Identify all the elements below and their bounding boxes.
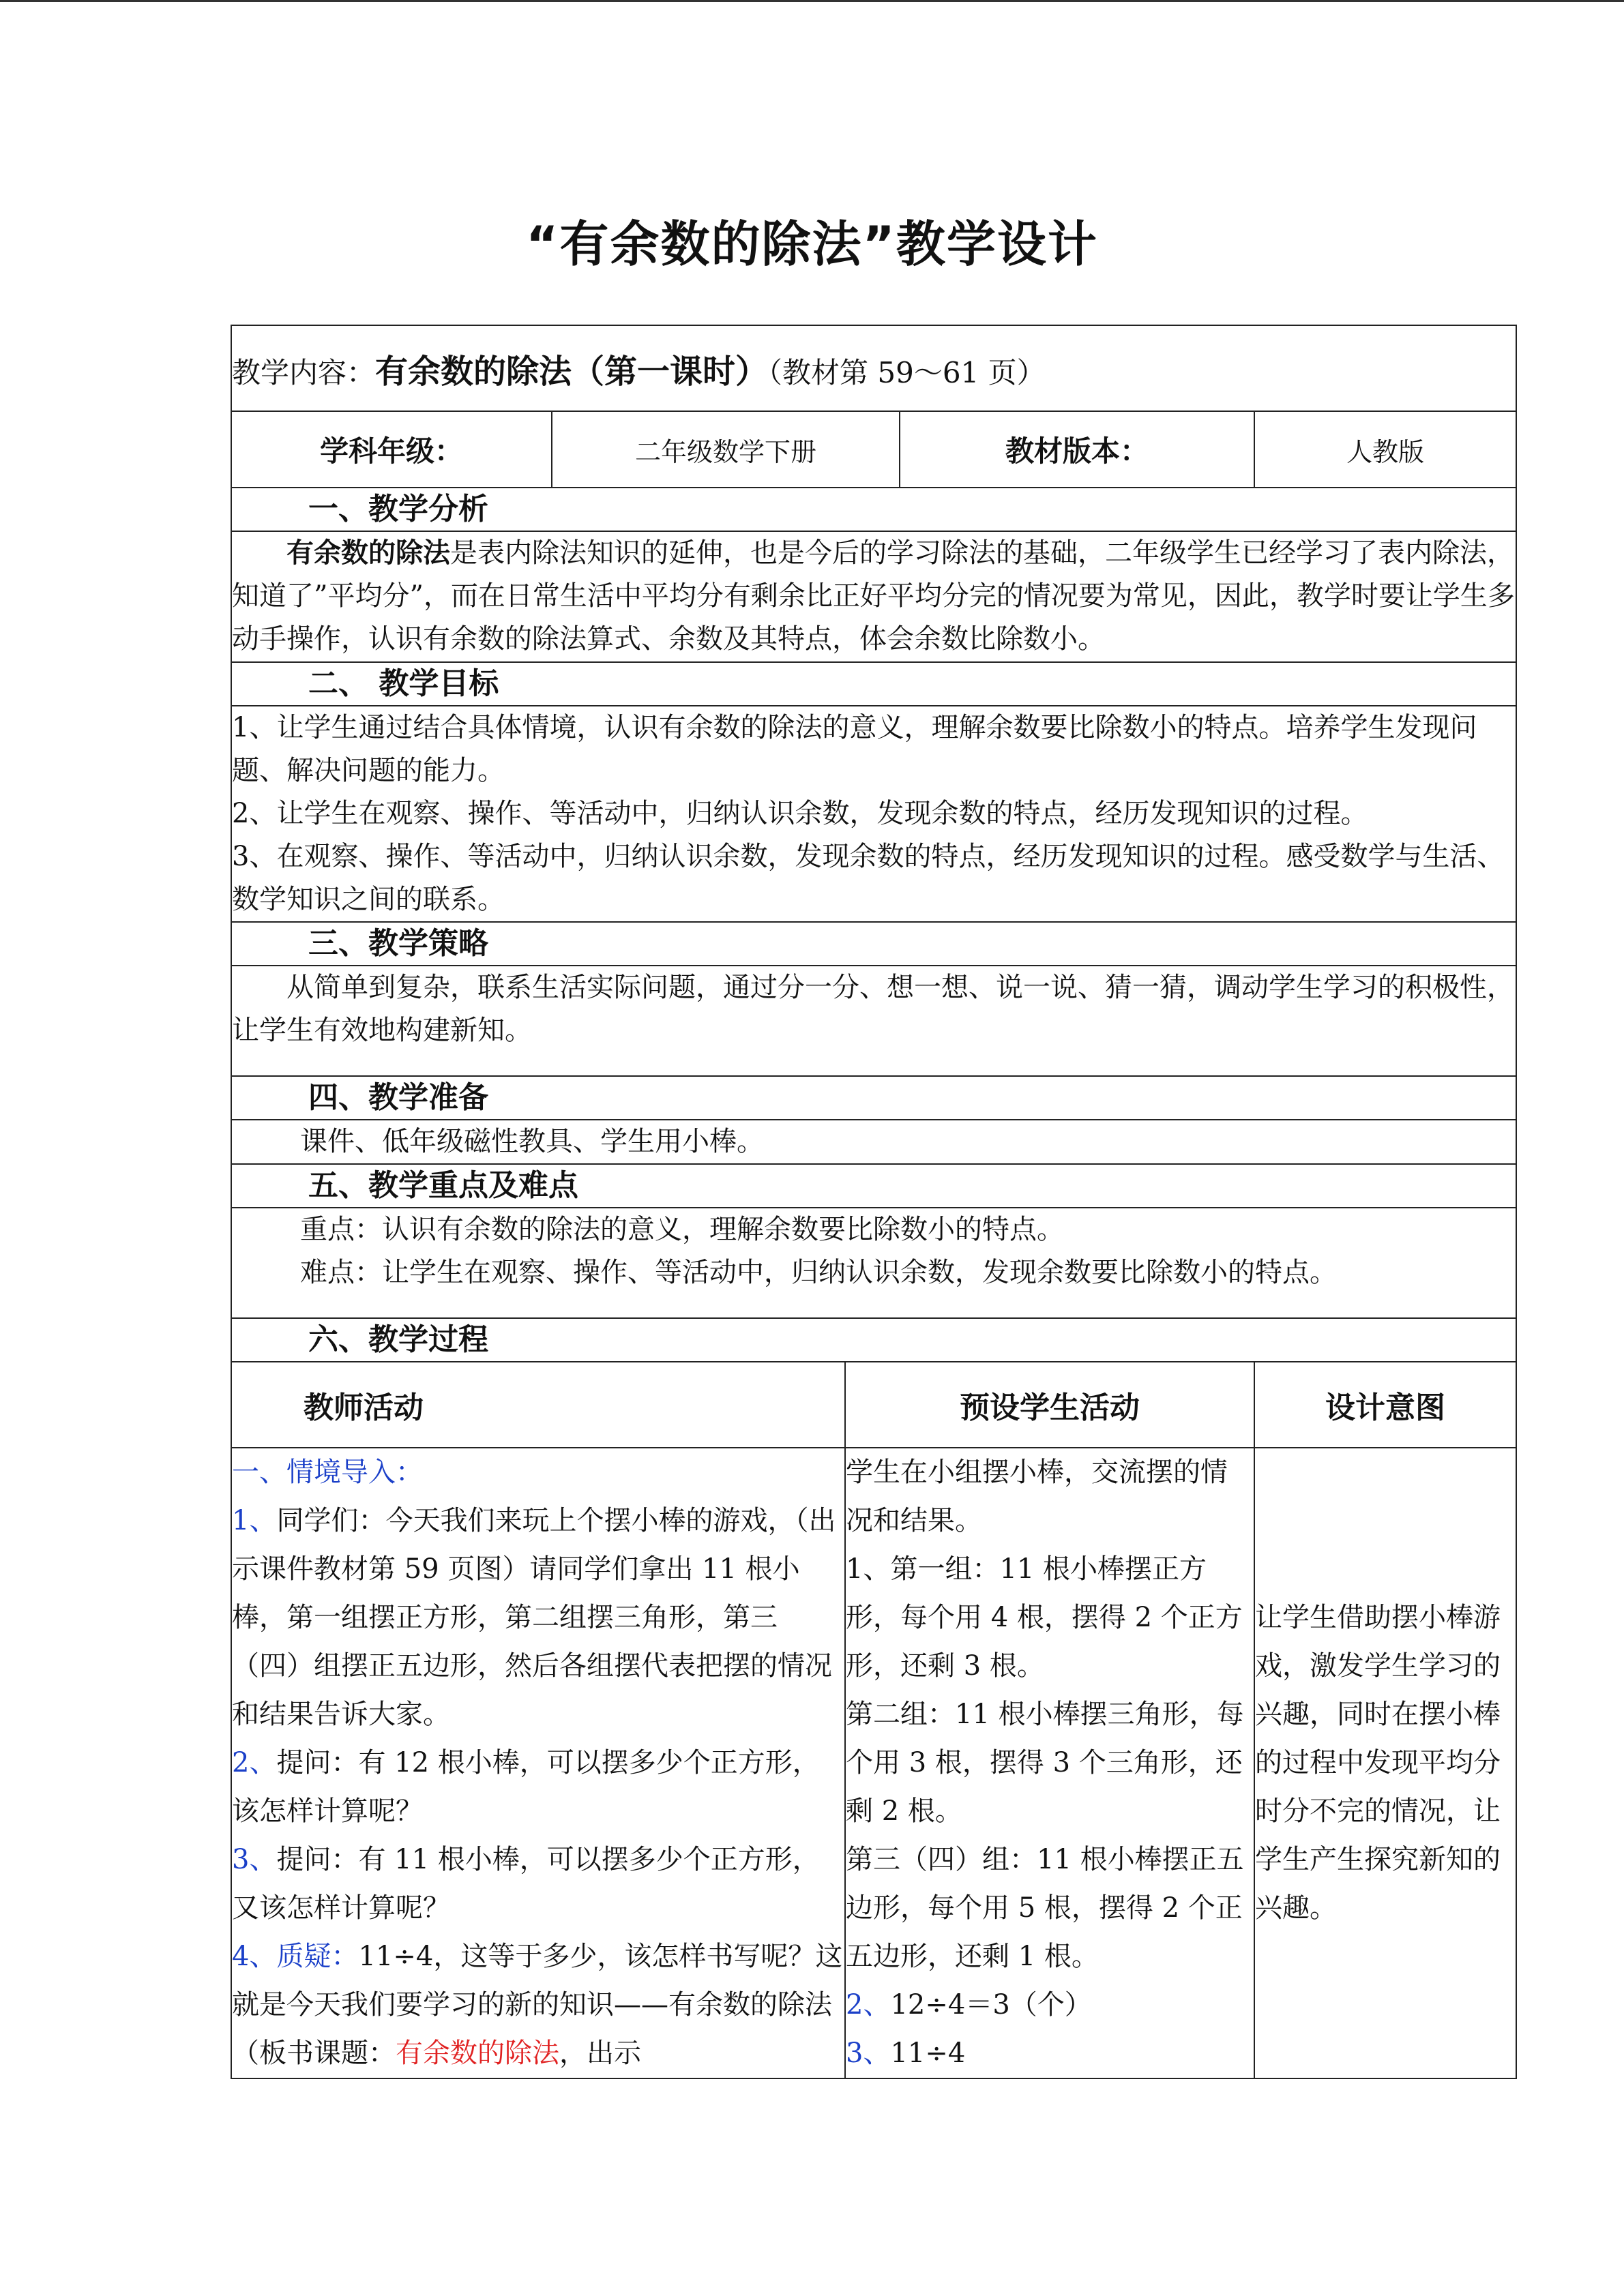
student-group-3: 第三（四）组：11 根小棒摆正五边形，每个用 5 根，摆得 2 个正五边形，还剩 1 根。	[846, 1844, 1244, 1972]
analysis-lead: 有余数的除法	[286, 537, 450, 569]
student-intro: 学生在小组摆小棒，交流摆的情况和结果。	[846, 1457, 1228, 1536]
teacher-item-text: 提问：有 11 根小棒，可以摆多少个正方形，又该怎样计算呢？	[232, 1844, 820, 1924]
page-title: “有余数的除法”教学设计	[526, 215, 1098, 273]
process-header-intent: 设计意图	[1254, 1362, 1516, 1448]
student-item-number: 2、	[846, 1989, 891, 2021]
analysis-text: 是表内除法知识的延伸，也是今后的学习除法的基础，二年级学生已经学习了表内除法，知道了”平均分”，而在日常生活中平均分有剩余比正好平均分完的情况要为常见，因此，教学时要让学生多动手操作，认识有余数的除法算式、余数及其特点，体会余数比除数小。	[232, 537, 1515, 655]
strategy-body	[231, 966, 1516, 1076]
analysis-body	[231, 531, 1516, 662]
process-header-student: 预设学生活动	[845, 1362, 1254, 1448]
edition-label: 教材版本：	[900, 411, 1254, 488]
grade-value: 二年级数学下册	[552, 411, 900, 488]
meta-row	[231, 411, 1516, 488]
key-point-text: 重点：认识有余数的除法的意义，理解余数要比除数小的特点。	[300, 1214, 1064, 1245]
goal-item: 2、让学生在观察、操作、等活动中，归纳认识余数，发现余数的特点，经历发现知识的过程。	[232, 798, 1368, 829]
preparation-body	[231, 1120, 1516, 1164]
content-row	[231, 325, 1516, 411]
section-title-goals: 二、 教学目标	[231, 662, 1516, 706]
content-lesson: 有余数的除法（第一课时）	[375, 352, 769, 391]
section-title-process: 六、教学过程	[231, 1318, 1516, 1362]
content-label: 教学内容：	[232, 355, 376, 389]
grade-label: 学科年级：	[231, 411, 552, 488]
teacher-item-number: 2、	[232, 1747, 277, 1778]
design-intent-text: 让学生借助摆小棒游戏，激发学生学习的兴趣，同时在摆小棒的过程中发现平均分时分不完的情况，让学生产生探究新知的兴趣。	[1255, 1602, 1501, 1924]
teacher-heading: 一、情境导入：	[232, 1457, 423, 1488]
student-item-number: 3、	[846, 2038, 891, 2069]
goal-item: 1、让学生通过结合具体情境，认识有余数的除法的意义，理解余数要比除数小的特点。培养学生发现问题、解决问题的能力。	[232, 712, 1477, 786]
section-title-preparation: 四、教学准备	[231, 1076, 1516, 1120]
strategy-text: 从简单到复杂，联系生活实际问题，通过分一分、想一想、说一说、猜一猜，调动学生学习的积极性，让学生有效地构建新知。	[232, 972, 1514, 1046]
design-intent	[1254, 1448, 1516, 2078]
student-group-2: 第二组：11 根小棒摆三角形，每个用 3 根，摆得 3 个三角形，还剩 2 根。	[846, 1699, 1244, 1827]
teacher-item-number: 3、	[232, 1844, 277, 1875]
top-border-line	[0, 0, 1624, 2]
student-activity	[845, 1448, 1254, 2078]
process-header-row	[231, 1362, 1516, 1448]
content-pages: （教材第 59～61 页）	[768, 355, 1046, 389]
student-answer-3: 11÷4	[890, 2038, 966, 2069]
keypoints-body	[231, 1208, 1516, 1318]
teacher-item-text: 同学们：今天我们来玩上个摆小棒的游戏，（出示课件教材第 59 页图）请同学们拿出 11 根小棒，第一组摆正方形，第二组摆三角形，第三（四）组摆正五边形，然后各组摆代表把摆的情况和结果告诉大家。	[232, 1505, 836, 1730]
student-group-1: 1、第一组：11 根小棒摆正方形，每个用 4 根，摆得 2 个正方形，还剩 3 根。	[846, 1553, 1243, 1682]
teacher-item-number: 4、质疑：	[232, 1941, 359, 1972]
goal-item: 3、在观察、操作、等活动中，归纳认识余数，发现余数的特点，经历发现知识的过程。感受数学与生活、数学知识之间的联系。	[232, 841, 1505, 915]
board-title-highlight: 有余数的除法	[396, 2038, 559, 2069]
lesson-plan-table	[231, 325, 1517, 2079]
process-body-row	[231, 1448, 1516, 2078]
difficulty-text: 难点：让学生在观察、操作、等活动中，归纳认识余数，发现余数要比除数小的特点。	[300, 1257, 1337, 1288]
section-title-keypoints: 五、教学重点及难点	[231, 1164, 1516, 1208]
section-title-strategy: 三、教学策略	[231, 922, 1516, 966]
student-answer-2: 12÷4＝3（个）	[890, 1989, 1092, 2021]
preparation-text: 课件、低年级磁性教具、学生用小棒。	[300, 1126, 764, 1157]
teacher-activity	[231, 1448, 845, 2078]
teacher-item-text: ，出示	[559, 2038, 641, 2069]
edition-value: 人教版	[1254, 411, 1516, 488]
section-title-analysis: 一、教学分析	[231, 488, 1516, 531]
teacher-item-text: 提问：有 12 根小棒，可以摆多少个正方形，该怎样计算呢？	[232, 1747, 820, 1827]
goals-body	[231, 706, 1516, 922]
teacher-item-number: 1、	[232, 1505, 277, 1536]
process-header-teacher: 教师活动	[231, 1362, 845, 1448]
teacher-item-text: 11÷4，这等于多少，该怎样书写呢？这就是今天我们要学习的新的知识——有余数的除法（板书课题：	[232, 1941, 843, 2069]
